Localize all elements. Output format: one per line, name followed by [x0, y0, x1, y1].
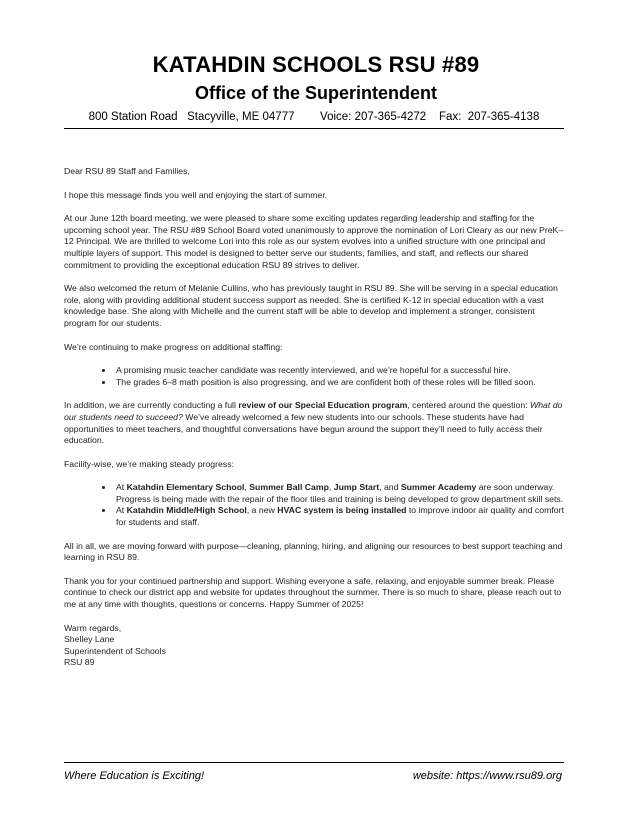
header-divider	[64, 128, 564, 129]
forward-paragraph: All in all, we are moving forward with purpose—cleaning, planning, hiring, and aligning our resources to best support teaching and learning in RSU 89.	[64, 540, 563, 563]
review-paragraph: In addition, we are currently conducting a full review of our Special Education program, centered around the question: What do our students need to succeed? We’ve already welcomed a few new students into our schools. These students have had opportunities to meet teachers, and thoughtful conversations have begun around the support they’ll need to fully access their education.	[64, 400, 563, 446]
closing: Warm regards,	[64, 622, 122, 633]
facility-paragraph: Facility-wise, we’re making steady progress:	[64, 458, 234, 469]
page-title: KATAHDIN SCHOOLS RSU #89	[152, 52, 480, 77]
signature-block	[64, 623, 564, 669]
board-paragraph: At our June 12th board meeting, we were pleased to share some exciting updates regarding leadership and staffing for the upcoming school year. The RSU #89 School Board voted unanimously to approve the nomination of Lori Cleary as our new PreK–12 Principal. We are thrilled to welcome Lori into this role as our system evolves into a unified structure with one principal and multiple layers of support. This model is designed to better serve our students, families, and staff, and reflects our shared commitment to providing the exceptional education RSU 89 strives to deliver.	[64, 213, 564, 270]
footer-website[interactable]: website: https://www.rsu89.org	[412, 770, 562, 782]
facility-list	[64, 482, 564, 528]
staffing-paragraph: We’re continuing to make progress on additional staffing:	[64, 341, 283, 352]
list-item: • At Katahdin Middle/High School, a new HVAC system is being installed to improve indoor air quality and comfort for students and staff.	[114, 505, 564, 528]
contact-line: 800 Station Road Stacyville, ME 04777 Voice: 207-365-4272 Fax: 207-365-4138	[88, 111, 540, 123]
footer-divider	[64, 762, 564, 763]
list-item: • A promising music teacher candidate was recently interviewed, and we’re hopeful for a successful hire.	[114, 365, 564, 377]
footer-tagline: Where Education is Exciting!	[64, 770, 205, 782]
greeting: Dear RSU 89 Staff and Families,	[64, 166, 190, 176]
signer-name: Shelley Lane	[64, 634, 115, 645]
page-subtitle: Office of the Superintendent	[194, 83, 437, 103]
thanks-paragraph: Thank you for your continued partnership and support. Wishing everyone a safe, relaxing, and enjoyable summer break. Please continue to check our district app and website for updates throughout the summer. There is so much to share, please reach out to me at any time with thoughts, questions or concerns. Happy Summer of 2025!	[64, 575, 562, 610]
signer-title: Superintendent of Schools	[64, 645, 166, 656]
list-item: • The grades 6–8 math position is also progressing, and we are confident both of these roles will be filled soon.	[114, 377, 564, 389]
intro-paragraph: I hope this message finds you well and enjoying the start of summer.	[64, 189, 328, 200]
signer-org: RSU 89	[64, 657, 95, 668]
melanie-paragraph: We also welcomed the return of Melanie Cullins, who has previously taught in RSU 89. She will be serving in a special education role, along with providing additional student success support as needed. She is certified K-12 in special education with a vast knowledge base. She along with Michelle and the current staff will be able to develop and implement a stronger, consistent program for our students.	[64, 283, 558, 328]
letter-body	[64, 166, 564, 669]
list-item: • At Katahdin Elementary School, Summer Ball Camp, Jump Start, and Summer Academy are soon underway. Progress is being made with the repair of the floor tiles and training is being developed to grow department skill sets.	[114, 482, 564, 505]
staffing-list	[64, 365, 564, 388]
